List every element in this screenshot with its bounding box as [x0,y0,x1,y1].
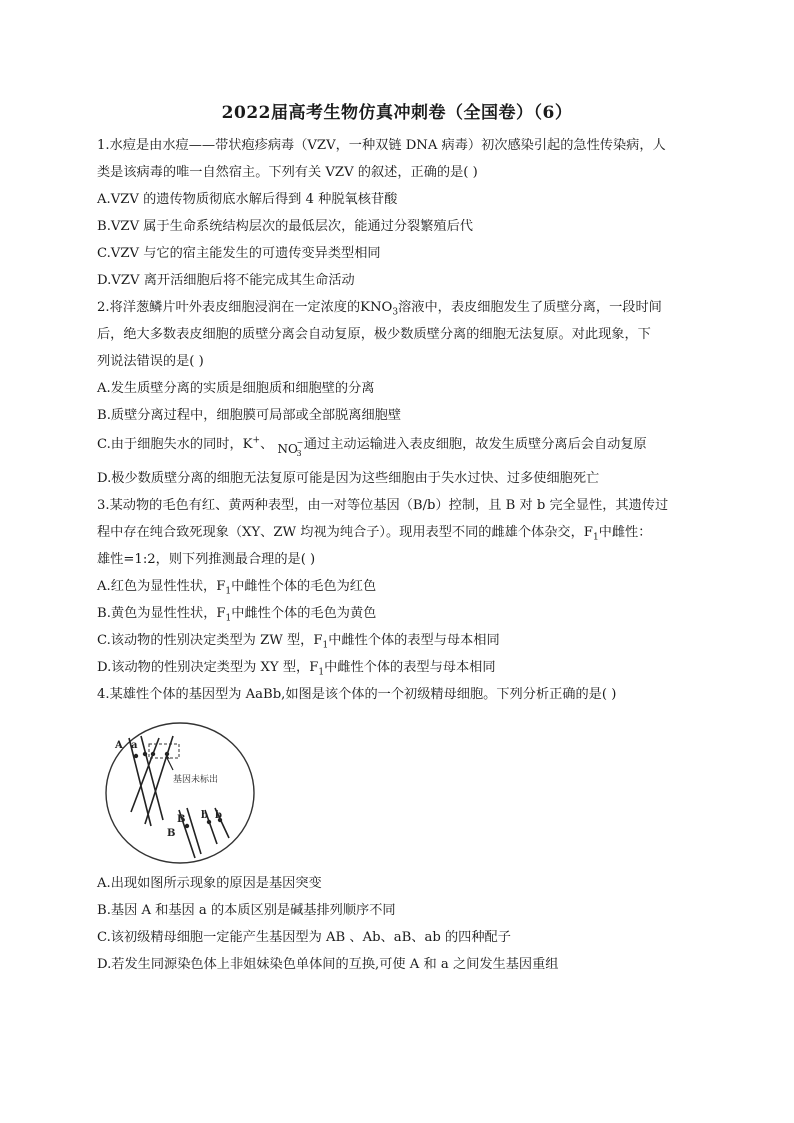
q3b-text: B.黄色为显性性状，F [97,606,226,621]
question-3-option-c [97,627,697,654]
q3c-sub: 1 [322,640,329,651]
q3d-text-end: 中雌性个体的表型与母本相同 [324,660,496,675]
annotation-label: 基因未标出 [173,775,219,785]
question-2-stem-line-3: 列说法错误的是( ) [97,354,204,369]
gene-label-b-2: b [215,810,222,821]
question-list [97,132,697,978]
question-3-stem-line-3: 雄性=1:2，则下列推测最合理的是( ) [97,552,316,567]
chromatid-b-2 [187,808,201,854]
gene-label-B-top: B [177,814,186,825]
q2c-nitrate [277,433,304,465]
question-3-option-b [97,600,697,627]
q2c-text-end: 通过主动运输进入表皮细胞，故发生质壁分离后会自动复原 [303,437,647,452]
question-3 [97,492,697,681]
q3c-text: C.该动物的性别决定类型为 ZW 型，F [97,633,323,648]
q3a-sub: 1 [225,586,232,597]
q2c-nitrate-formula: NO [277,442,298,456]
question-1-stem-line-2: 类是该病毒的唯一自然宿主。下列有关 VZV 的叙述，正确的是( ) [97,165,478,180]
q3d-text: D.该动物的性别决定类型为 XY 型，F [97,660,319,675]
question-2-stem-line-2: 后，绝大多数表皮细胞的质壁分离会自动复原，极少数质壁分离的细胞无法复原。对此现象，下 [97,327,651,342]
gene-label-A: A [115,740,123,751]
cell-figure [101,716,261,866]
q3d-sub: 1 [318,667,325,678]
locus-dot [134,754,138,758]
question-2-option-a: A.发生质壁分离的实质是细胞质和细胞壁的分离 [97,381,375,396]
q2-stem-text: 2.将洋葱鳞片叶外表皮细胞浸润在一定浓度的 [97,300,361,315]
question-1-option-c: C.VZV 与它的宿主能发生的可遗传变异类型相同 [97,246,381,261]
page-title: 2022届高考生物仿真冲刺卷（全国卷）（6） [221,103,573,123]
question-1-option-a: A.VZV 的遗传物质彻底水解后得到 4 种脱氧核苷酸 [97,192,398,207]
gene-label-B-bottom: B [167,828,176,839]
q2c-text: C.由于细胞失水的同时，K [97,437,253,452]
q2-chem-formula: KNO [360,300,393,315]
question-3-stem-line-1: 3.某动物的毛色有红、黄两种表型，由一对等位基因（B/b）控制，且 B 对 b 完全显性，其遗传过 [97,498,669,513]
question-3-option-d [97,654,697,681]
q3b-text-end: 中雌性个体的毛色为黄色 [231,606,377,621]
q3a-text: A.红色为显性性状，F [97,579,226,594]
question-4-option-b: B.基因 A 和基因 a 的本质区别是碱基排列顺序不同 [97,903,396,918]
primary-spermatocyte-diagram [101,716,261,866]
locus-dot [143,752,147,756]
pointer-arrow [167,758,173,770]
question-1-stem-line-1: 1.水痘是由水痘——带状疱疹病毒（VZV，一种双链 DNA 病毒）初次感染引起的急性传染病，人 [97,138,666,153]
question-4-option-a: A.出现如图所示现象的原因是基因突变 [97,876,322,891]
q3-f1-sub: 1 [592,532,599,543]
question-4 [97,681,697,978]
locus-dot [151,752,155,756]
question-4-option-c: C.该初级精母细胞一定能产生基因型为 AB 、Ab、aB、ab 的四种配子 [97,930,511,945]
question-4-stem: 4.某雄性个体的基因型为 AaBb,如图是该个体的一个初级精母细胞。下列分析正确的是( ) [97,687,617,702]
q3-stem-text: 程中存在纯合致死现象（XY、ZW 均视为纯合子）。现用表型不同的雌雄个体杂交，F [97,525,593,540]
question-2-option-d: D.极少数质壁分离的细胞无法复原可能是因为这些细胞由于失水过快、过多使细胞死亡 [97,471,600,486]
question-1-option-b: B.VZV 属于生命系统结构层次的最低层次，能通过分裂繁殖后代 [97,219,473,234]
cell-membrane [106,723,254,863]
q2c-nitrate-sub: 3 [296,449,302,458]
question-2-stem-line-1 [97,294,697,321]
q2-chem-subscript: 3 [392,307,399,318]
question-3-option-a [97,573,697,600]
q3b-sub: 1 [225,613,232,624]
q3c-text-end: 中雌性个体的表型与母本相同 [328,633,500,648]
gene-label-b-1: b [201,810,208,821]
q2c-superscript: + [252,435,261,446]
question-3-stem-line-2 [97,519,697,546]
question-2-option-c [97,429,697,465]
q3a-text-end: 中雌性个体的毛色为红色 [231,579,377,594]
q3-stem-text-end: 中雌性： [598,525,652,540]
chromatid-left-1 [129,738,151,826]
question-1-option-d: D.VZV 离开活细胞后将不能完成其生命活动 [97,273,355,288]
q2c-nitrate-sup: − [296,438,304,447]
q2c-sep: 、 [260,437,274,452]
q2-stem-text-end: 溶液中，表皮细胞发生了质壁分离，一段时间 [398,300,662,315]
gene-label-a: a [131,740,138,751]
question-1 [97,132,697,294]
locus-dot [185,824,189,828]
question-2-option-b: B.质壁分离过程中，细胞膜可局部或全部脱离细胞壁 [97,408,402,423]
question-2 [97,294,697,492]
question-4-option-d: D.若发生同源染色体上非姐妹染色单体间的互换,可使 A 和 a 之间发生基因重组 [97,957,559,972]
